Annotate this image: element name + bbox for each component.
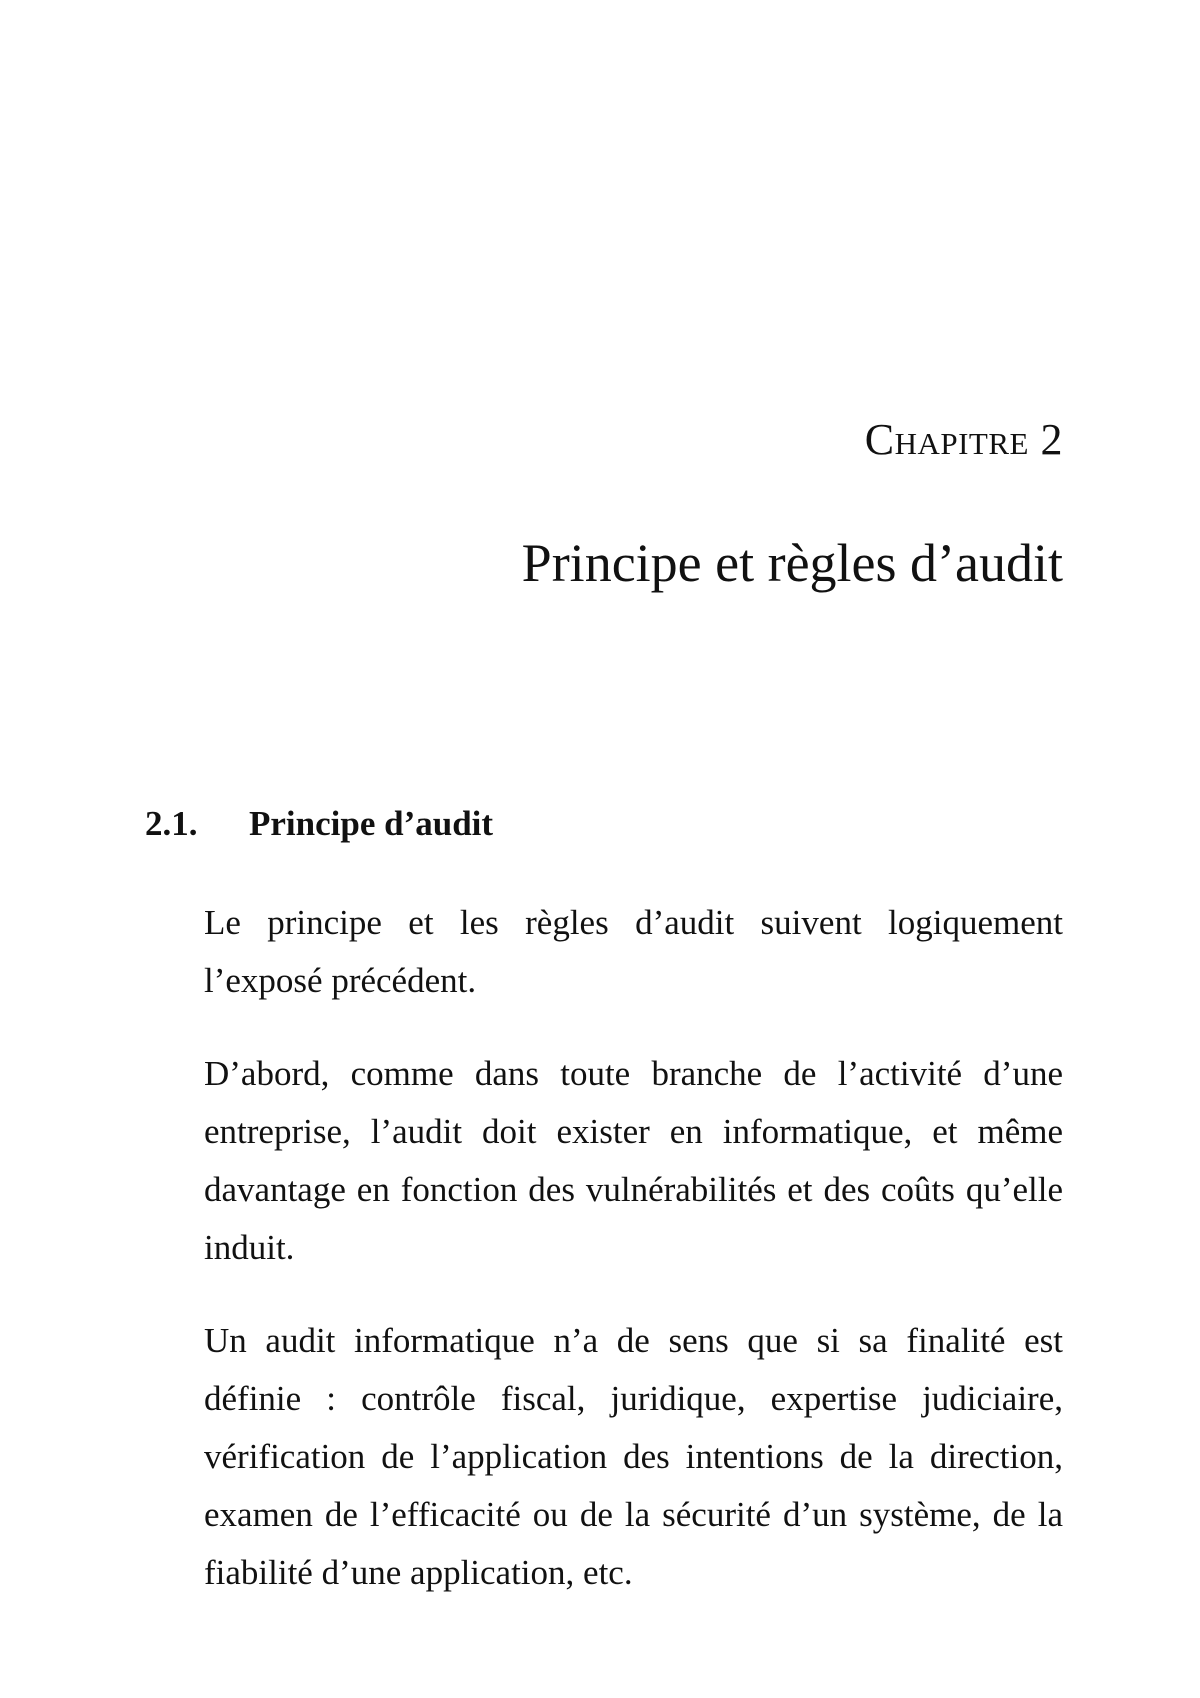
section-heading	[145, 806, 493, 841]
chapter-label: Chapitre 2	[864, 415, 1063, 464]
paragraph: D’abord, comme dans toute branche de l’activité d’une entreprise, l’audit doit exister en informatique, et même davantage en fonction des vulnérabilités et des coûts qu’elle induit.	[204, 1054, 1063, 1267]
section-title: Principe d’audit	[249, 804, 494, 843]
paragraph: Un audit informatique n’a de sens que si sa finalité est définie : contrôle fiscal, juridique, expertise judiciaire, vérification de l’application des intentions de la direction, examen de l’efficacité ou de la sécurité d’un système, de la fiabilité d’une application, etc.	[204, 1321, 1063, 1592]
chapter-title: Principe et règles d’audit	[521, 533, 1063, 593]
section-number: 2.1.	[145, 804, 198, 843]
paragraph: Le principe et les règles d’audit suivent logiquement l’exposé précédent.	[204, 903, 1063, 1000]
